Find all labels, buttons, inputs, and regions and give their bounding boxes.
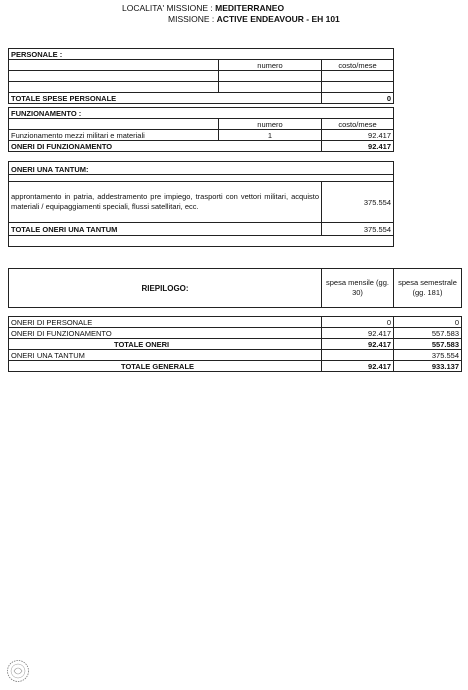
una-tantum-desc-row bbox=[9, 182, 394, 223]
riepilogo-row-mensile bbox=[322, 350, 394, 361]
personale-total-row bbox=[9, 93, 394, 104]
mission-value: ACTIVE ENDEAVOUR - EH 101 bbox=[216, 14, 340, 24]
funzionamento-col-costo: costo/mese bbox=[322, 119, 394, 130]
una-tantum-total-row bbox=[9, 223, 394, 236]
riepilogo-col-semestrale: spesa semestrale (gg. 181) bbox=[394, 269, 462, 308]
location-value: MEDITERRANEO bbox=[215, 3, 285, 13]
personale-title-row bbox=[9, 49, 394, 60]
riepilogo-row-mensile: 92.417 bbox=[322, 361, 394, 372]
location-label: LOCALITA' MISSIONE : bbox=[122, 3, 213, 13]
mission-label: MISSIONE : bbox=[168, 14, 215, 24]
location-line bbox=[122, 3, 284, 13]
riepilogo-row-semestrale: 375.554 bbox=[394, 350, 462, 361]
funzionamento-total-row bbox=[9, 141, 394, 152]
funzionamento-total-label: ONERI DI FUNZIONAMENTO bbox=[9, 141, 322, 152]
riepilogo-row bbox=[9, 317, 462, 328]
riepilogo-row-semestrale: 0 bbox=[394, 317, 462, 328]
funzionamento-header-row bbox=[9, 119, 394, 130]
personale-total-label: TOTALE SPESE PERSONALE bbox=[9, 93, 322, 104]
una-tantum-empty-row bbox=[9, 236, 394, 247]
riepilogo-row-semestrale: 557.583 bbox=[394, 339, 462, 350]
riepilogo-row-label: ONERI DI PERSONALE bbox=[9, 317, 322, 328]
funzionamento-title-row bbox=[9, 108, 394, 119]
una-tantum-desc-value: 375.554 bbox=[322, 182, 394, 223]
personale-table bbox=[8, 48, 394, 104]
funzionamento-col-numero: numero bbox=[219, 119, 322, 130]
riepilogo-row-mensile: 92.417 bbox=[322, 328, 394, 339]
riepilogo-header-row bbox=[9, 269, 462, 308]
personale-title: PERSONALE : bbox=[9, 49, 394, 60]
funzionamento-title: FUNZIONAMENTO : bbox=[9, 108, 394, 119]
una-tantum-title-row bbox=[9, 162, 394, 175]
una-tantum-total-label: TOTALE ONERI UNA TANTUM bbox=[9, 223, 322, 236]
riepilogo-row-semestrale: 557.583 bbox=[394, 328, 462, 339]
riepilogo-row-label: ONERI DI FUNZIONAMENTO bbox=[9, 328, 322, 339]
riepilogo-grand-total-row bbox=[9, 361, 462, 372]
personale-header-row bbox=[9, 60, 394, 71]
funzionamento-row bbox=[9, 130, 394, 141]
funzionamento-row-label: Funzionamento mezzi militari e materiali bbox=[9, 130, 219, 141]
riepilogo-col-mensile: spesa mensile (gg. 30) bbox=[322, 269, 394, 308]
funzionamento-table bbox=[8, 107, 394, 152]
riepilogo-title: RIEPILOGO: bbox=[9, 269, 322, 308]
personale-empty-row bbox=[9, 82, 394, 93]
riepilogo-row-semestrale: 933.137 bbox=[394, 361, 462, 372]
personale-col-costo: costo/mese bbox=[322, 60, 394, 71]
riepilogo-row bbox=[9, 328, 462, 339]
seal-icon bbox=[6, 659, 30, 683]
una-tantum-title: ONERI UNA TANTUM: bbox=[9, 162, 394, 175]
una-tantum-spacer-row bbox=[9, 175, 394, 182]
riepilogo-row-label: ONERI UNA TANTUM bbox=[9, 350, 322, 361]
riepilogo-row-mensile: 0 bbox=[322, 317, 394, 328]
riepilogo-table bbox=[8, 268, 462, 372]
riepilogo-row bbox=[9, 350, 462, 361]
personale-col-numero: numero bbox=[219, 60, 322, 71]
riepilogo-total-oneri-row bbox=[9, 339, 462, 350]
una-tantum-total-value: 375.554 bbox=[322, 223, 394, 236]
una-tantum-desc: approntamento in patria, addestramento pre impiego, trasporti con vettori militari, acquisto materiali / equipaggiamenti speciali, flussi satellitari, ecc. bbox=[9, 182, 322, 223]
riepilogo-row-label: TOTALE ONERI bbox=[9, 339, 322, 350]
personale-empty-row bbox=[9, 71, 394, 82]
funzionamento-row-numero: 1 bbox=[219, 130, 322, 141]
personale-total-value: 0 bbox=[322, 93, 394, 104]
funzionamento-total-value: 92.417 bbox=[322, 141, 394, 152]
mission-line bbox=[168, 14, 340, 24]
riepilogo-row-label: TOTALE GENERALE bbox=[9, 361, 322, 372]
riepilogo-spacer-row bbox=[9, 308, 462, 317]
una-tantum-table bbox=[8, 161, 394, 247]
funzionamento-row-costo: 92.417 bbox=[322, 130, 394, 141]
riepilogo-row-mensile: 92.417 bbox=[322, 339, 394, 350]
